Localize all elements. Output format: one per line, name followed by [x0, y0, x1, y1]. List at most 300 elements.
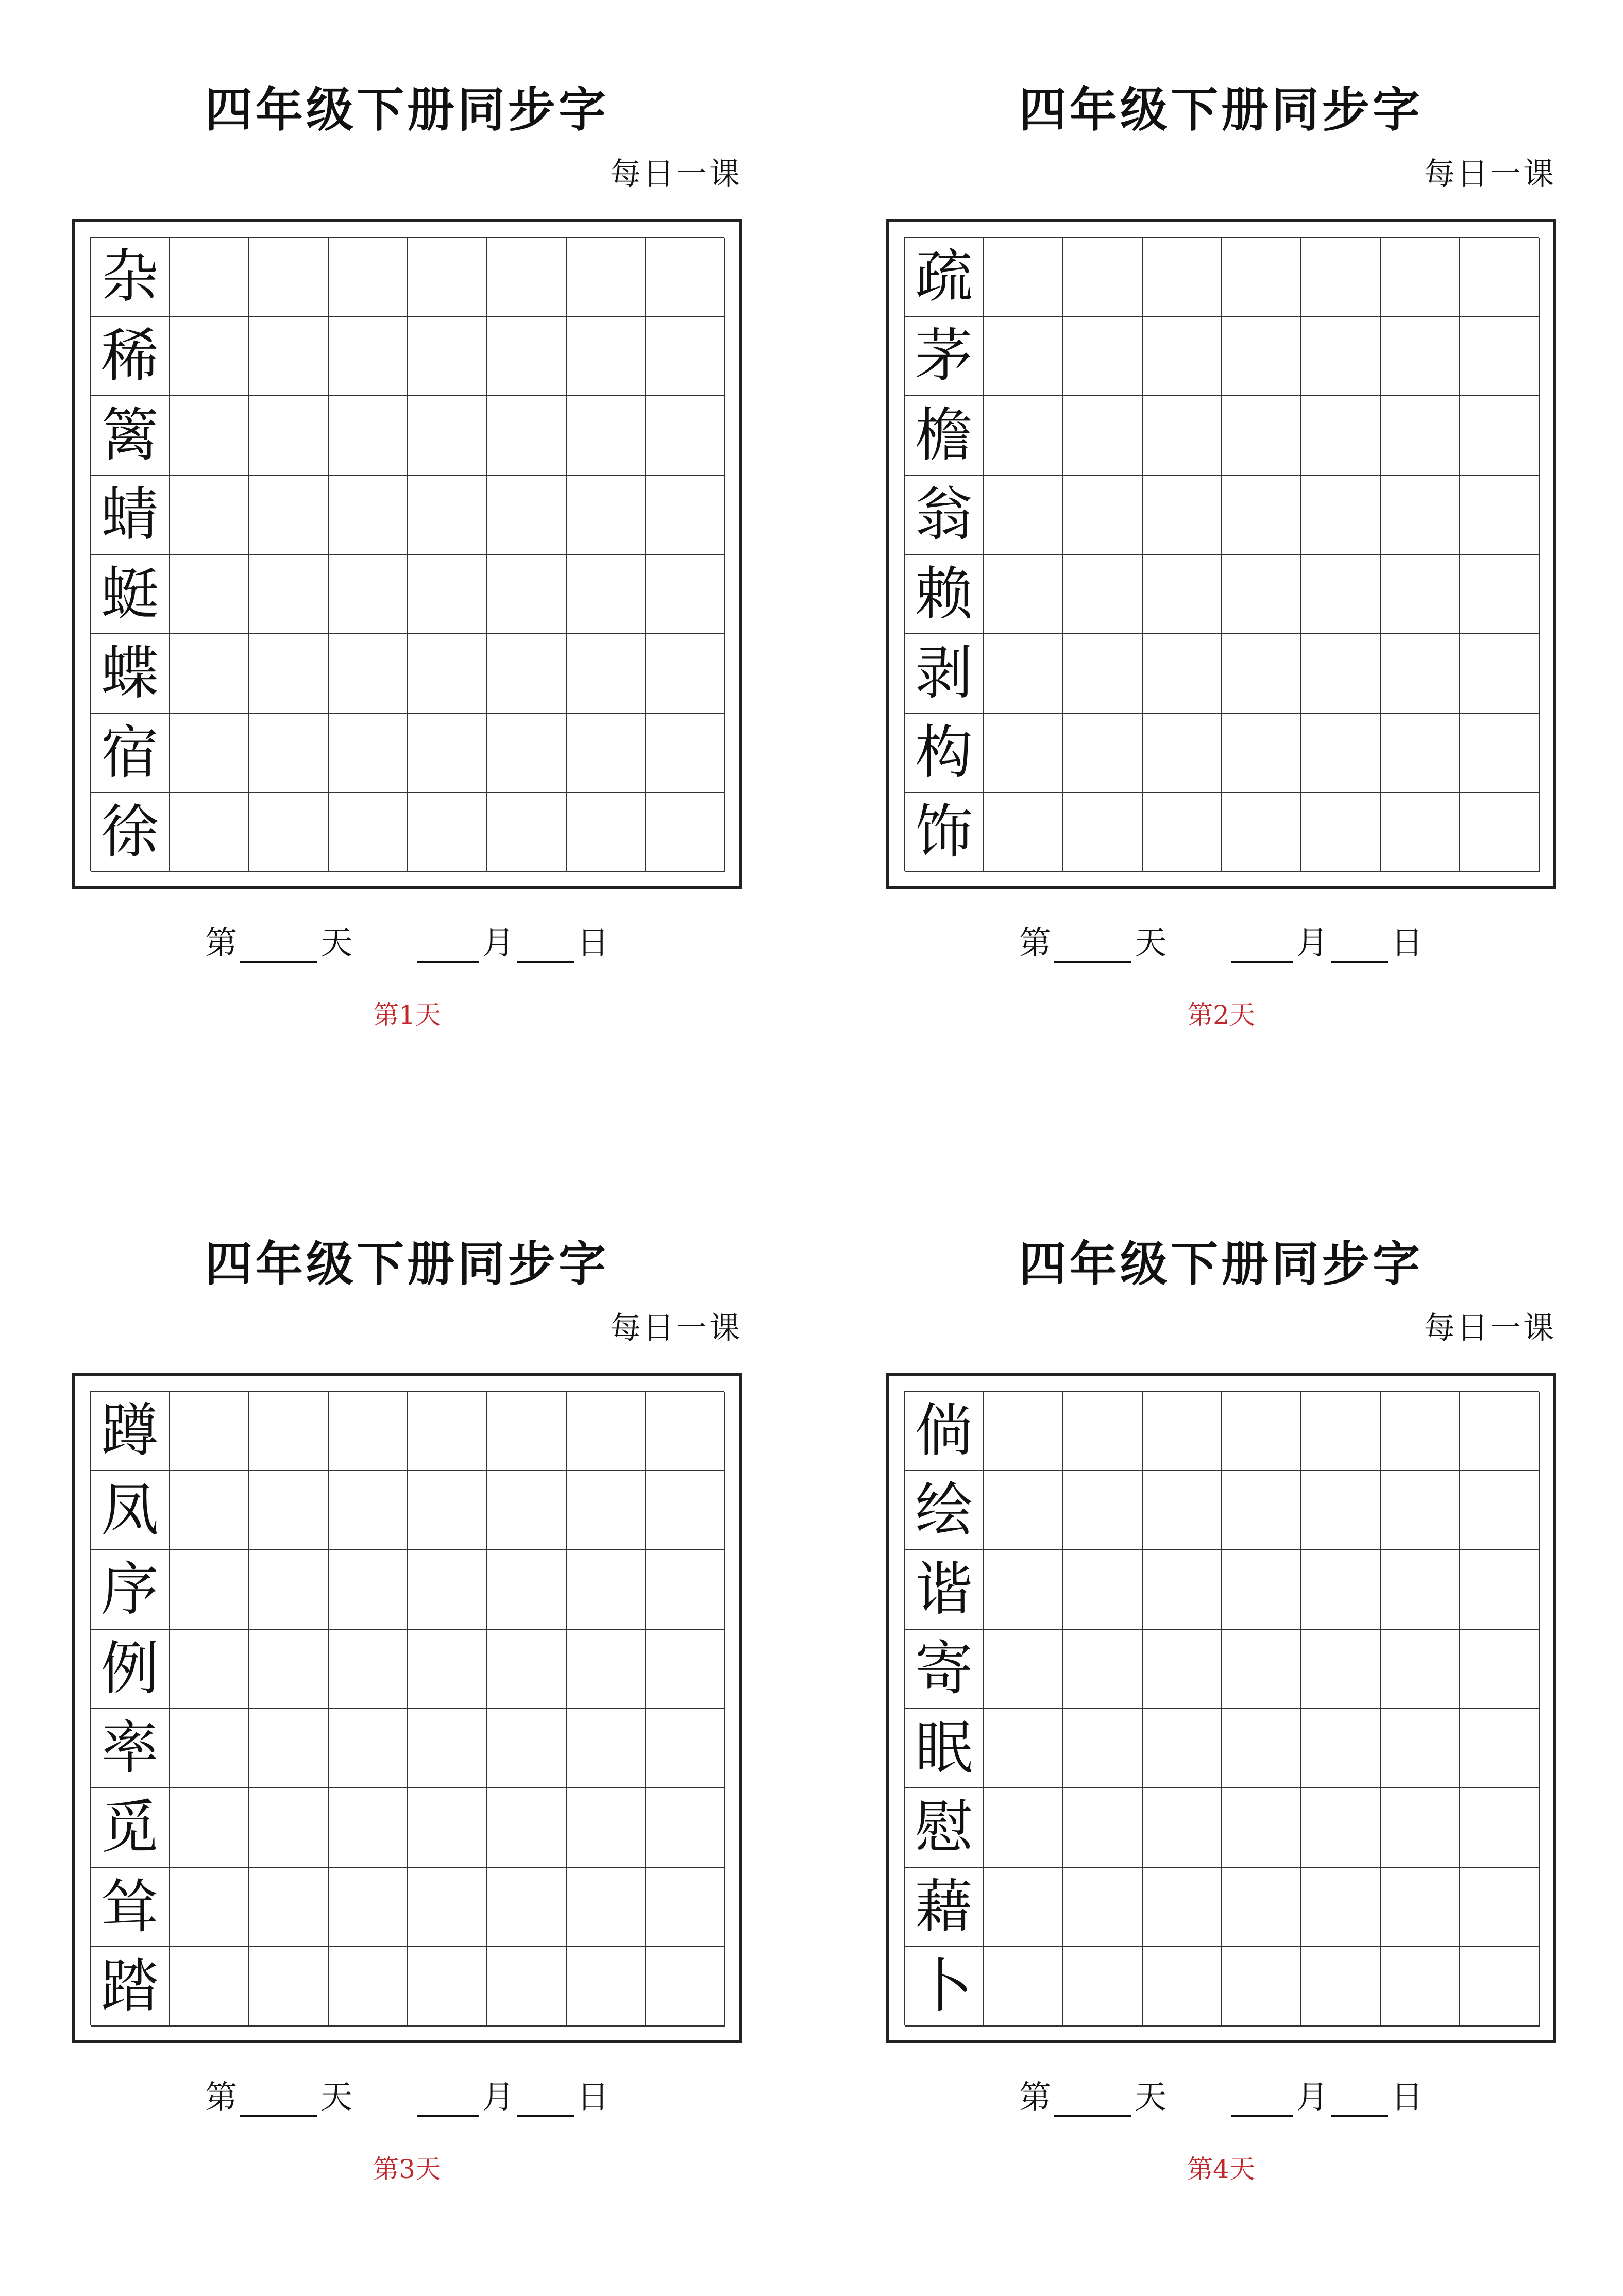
practice-cell	[329, 396, 408, 476]
practice-cell	[170, 1788, 249, 1868]
practice-cell	[170, 1709, 249, 1788]
practice-cell	[1143, 634, 1222, 714]
practice-cell	[1460, 1709, 1540, 1788]
practice-cell	[329, 238, 408, 317]
model-character: 绘	[905, 1471, 984, 1550]
practice-cell	[646, 396, 725, 476]
worksheet-title: 四年级下册同步字	[1019, 82, 1423, 138]
practice-cell	[1222, 793, 1301, 872]
date-ri-label: 日	[1391, 924, 1424, 961]
worksheet-3	[72, 1226, 742, 2184]
practice-cell	[170, 1630, 249, 1709]
practice-cell	[1381, 714, 1460, 793]
practice-cell	[487, 1868, 567, 1947]
practice-cell	[646, 238, 725, 317]
practice-cell	[1460, 396, 1540, 476]
practice-cell	[1460, 1868, 1540, 1947]
day-label: 第1天	[373, 1000, 441, 1030]
worksheet-2	[886, 72, 1556, 1030]
model-character: 蜻	[91, 476, 170, 555]
practice-cell	[1143, 396, 1222, 476]
model-character: 稀	[91, 317, 170, 396]
practice-cell	[1143, 714, 1222, 793]
model-character: 构	[905, 714, 984, 793]
practice-cell	[1222, 634, 1301, 714]
worksheet-subtitle: 每日一课	[1424, 1310, 1556, 1346]
practice-cell	[408, 714, 487, 793]
practice-cell	[1460, 634, 1540, 714]
practice-cell	[249, 1630, 329, 1709]
practice-cell	[1222, 1947, 1301, 2027]
practice-cell	[1143, 238, 1222, 317]
month-blank	[417, 2084, 479, 2117]
date-tian-label: 天	[320, 924, 352, 961]
practice-cell	[170, 1550, 249, 1630]
practice-cell	[1460, 1392, 1540, 1471]
practice-cell	[1301, 396, 1381, 476]
practice-cell	[1063, 317, 1143, 396]
practice-cell	[1222, 555, 1301, 634]
day-label: 第4天	[1187, 2154, 1255, 2184]
practice-cell	[1381, 476, 1460, 555]
practice-cell	[1222, 476, 1301, 555]
practice-cell	[1143, 1630, 1222, 1709]
practice-cell	[646, 634, 725, 714]
model-character: 耸	[91, 1868, 170, 1947]
practice-cell	[408, 317, 487, 396]
date-di-label: 第	[1019, 924, 1051, 961]
practice-cell	[1222, 1630, 1301, 1709]
practice-cell	[1063, 1709, 1143, 1788]
practice-cell	[170, 476, 249, 555]
model-character: 觅	[91, 1788, 170, 1868]
practice-cell	[408, 1788, 487, 1868]
practice-cell	[170, 555, 249, 634]
date-line	[886, 917, 1556, 963]
practice-cell	[984, 1550, 1063, 1630]
practice-cell	[1381, 1550, 1460, 1630]
practice-cell	[1063, 1947, 1143, 2027]
day-blank	[517, 2084, 574, 2117]
model-character: 宿	[91, 714, 170, 793]
model-character: 徐	[91, 793, 170, 872]
date-ri-label: 日	[577, 2078, 610, 2116]
model-character: 蜓	[91, 555, 170, 634]
practice-cell	[1460, 1471, 1540, 1550]
day-label: 第2天	[1187, 1000, 1255, 1030]
practice-cell	[329, 476, 408, 555]
practice-cell	[1381, 238, 1460, 317]
practice-cell	[1063, 634, 1143, 714]
model-character: 篱	[91, 396, 170, 476]
practice-cell	[1222, 317, 1301, 396]
practice-cell	[249, 1471, 329, 1550]
practice-cell	[1460, 1630, 1540, 1709]
practice-cell	[170, 1868, 249, 1947]
practice-cell	[1063, 1471, 1143, 1550]
worksheet-subtitle: 每日一课	[610, 1310, 742, 1346]
model-character: 饰	[905, 793, 984, 872]
practice-cell	[408, 1550, 487, 1630]
practice-cell	[984, 555, 1063, 634]
practice-cell	[1063, 476, 1143, 555]
practice-cell	[1143, 1471, 1222, 1550]
practice-cell	[329, 1630, 408, 1709]
date-yue-label: 月	[482, 924, 515, 961]
date-yue-label: 月	[482, 2078, 515, 2116]
model-character: 率	[91, 1709, 170, 1788]
model-character: 蝶	[91, 634, 170, 714]
practice-cell	[487, 1471, 567, 1550]
practice-cell	[170, 317, 249, 396]
practice-cell	[646, 476, 725, 555]
practice-cell	[984, 1868, 1063, 1947]
practice-cell	[1143, 1709, 1222, 1788]
practice-cell	[646, 317, 725, 396]
practice-grid	[904, 237, 1539, 871]
practice-frame	[72, 219, 742, 889]
practice-cell	[1063, 1550, 1143, 1630]
practice-cell	[1460, 793, 1540, 872]
date-tian-label: 天	[1134, 2078, 1166, 2116]
practice-cell	[1381, 1630, 1460, 1709]
practice-cell	[249, 1947, 329, 2027]
practice-cell	[329, 1471, 408, 1550]
practice-cell	[487, 476, 567, 555]
model-character: 倘	[905, 1392, 984, 1471]
practice-cell	[567, 1868, 646, 1947]
practice-cell	[1460, 1788, 1540, 1868]
model-character: 赖	[905, 555, 984, 634]
practice-cell	[567, 476, 646, 555]
practice-cell	[170, 1471, 249, 1550]
practice-cell	[984, 238, 1063, 317]
practice-cell	[1222, 1868, 1301, 1947]
model-character: 例	[91, 1630, 170, 1709]
date-line	[886, 2071, 1556, 2117]
practice-cell	[1222, 238, 1301, 317]
practice-cell	[1143, 317, 1222, 396]
practice-cell	[984, 1788, 1063, 1868]
practice-cell	[984, 1630, 1063, 1709]
model-character: 踏	[91, 1947, 170, 2027]
practice-cell	[249, 1868, 329, 1947]
practice-cell	[646, 793, 725, 872]
practice-cell	[487, 1709, 567, 1788]
practice-cell	[1301, 476, 1381, 555]
practice-cell	[1143, 1788, 1222, 1868]
practice-cell	[567, 555, 646, 634]
practice-cell	[249, 238, 329, 317]
practice-cell	[567, 1947, 646, 2027]
practice-cell	[170, 238, 249, 317]
practice-cell	[1301, 793, 1381, 872]
date-line	[72, 2071, 742, 2117]
practice-cell	[408, 1709, 487, 1788]
practice-cell	[567, 1392, 646, 1471]
practice-cell	[567, 396, 646, 476]
practice-cell	[487, 238, 567, 317]
practice-cell	[408, 793, 487, 872]
model-character: 序	[91, 1550, 170, 1630]
practice-cell	[329, 1947, 408, 2027]
practice-cell	[249, 714, 329, 793]
practice-cell	[646, 555, 725, 634]
practice-cell	[487, 1630, 567, 1709]
practice-cell	[170, 634, 249, 714]
practice-cell	[1222, 1788, 1301, 1868]
practice-cell	[1143, 555, 1222, 634]
practice-cell	[249, 317, 329, 396]
practice-cell	[1460, 476, 1540, 555]
practice-cell	[1063, 714, 1143, 793]
date-line	[72, 917, 742, 963]
practice-cell	[646, 1550, 725, 1630]
practice-cell	[487, 1788, 567, 1868]
practice-cell	[1063, 1788, 1143, 1868]
worksheet-title: 四年级下册同步字	[205, 82, 609, 138]
practice-cell	[1381, 1868, 1460, 1947]
practice-cell	[567, 1550, 646, 1630]
practice-cell	[1222, 714, 1301, 793]
practice-cell	[984, 1709, 1063, 1788]
practice-cell	[984, 1392, 1063, 1471]
practice-cell	[1460, 317, 1540, 396]
practice-cell	[1381, 396, 1460, 476]
practice-cell	[408, 555, 487, 634]
practice-cell	[1301, 634, 1381, 714]
practice-cell	[329, 555, 408, 634]
model-character: 疏	[905, 238, 984, 317]
practice-cell	[487, 793, 567, 872]
practice-cell	[249, 396, 329, 476]
practice-cell	[487, 396, 567, 476]
model-character: 蹲	[91, 1392, 170, 1471]
practice-grid	[904, 1391, 1539, 2025]
practice-cell	[487, 1392, 567, 1471]
day-number-blank	[240, 930, 317, 963]
practice-cell	[249, 793, 329, 872]
practice-cell	[1063, 1868, 1143, 1947]
practice-cell	[567, 714, 646, 793]
practice-cell	[1143, 1947, 1222, 2027]
practice-cell	[1381, 555, 1460, 634]
practice-cell	[249, 634, 329, 714]
practice-cell	[1301, 555, 1381, 634]
model-character: 寄	[905, 1630, 984, 1709]
practice-cell	[329, 714, 408, 793]
practice-cell	[329, 793, 408, 872]
practice-cell	[1301, 1550, 1381, 1630]
practice-cell	[1301, 714, 1381, 793]
practice-cell	[329, 634, 408, 714]
practice-cell	[170, 714, 249, 793]
practice-cell	[249, 555, 329, 634]
date-tian-label: 天	[1134, 924, 1166, 961]
month-blank	[1231, 930, 1293, 963]
practice-cell	[1381, 1392, 1460, 1471]
practice-cell	[1222, 1392, 1301, 1471]
practice-cell	[1381, 1709, 1460, 1788]
practice-frame	[886, 1373, 1556, 2043]
practice-cell	[1301, 1947, 1381, 2027]
practice-cell	[249, 1709, 329, 1788]
practice-cell	[567, 1709, 646, 1788]
date-tian-label: 天	[320, 2078, 352, 2116]
practice-cell	[249, 1788, 329, 1868]
worksheet-4	[886, 1226, 1556, 2184]
model-character: 眠	[905, 1709, 984, 1788]
model-character: 藉	[905, 1868, 984, 1947]
model-character: 慰	[905, 1788, 984, 1868]
practice-cell	[487, 1550, 567, 1630]
worksheet-title: 四年级下册同步字	[1019, 1236, 1423, 1292]
practice-cell	[984, 714, 1063, 793]
practice-cell	[1143, 793, 1222, 872]
month-blank	[417, 930, 479, 963]
month-blank	[1231, 2084, 1293, 2117]
practice-cell	[170, 1947, 249, 2027]
day-label: 第3天	[373, 2154, 441, 2184]
practice-cell	[487, 1947, 567, 2027]
practice-cell	[1301, 238, 1381, 317]
practice-cell	[1460, 1947, 1540, 2027]
practice-cell	[646, 1471, 725, 1550]
date-di-label: 第	[1019, 2078, 1051, 2116]
model-character: 凤	[91, 1471, 170, 1550]
practice-cell	[984, 317, 1063, 396]
practice-cell	[408, 1392, 487, 1471]
practice-cell	[1143, 1868, 1222, 1947]
practice-cell	[1460, 555, 1540, 634]
practice-frame	[72, 1373, 742, 2043]
practice-cell	[487, 634, 567, 714]
practice-cell	[646, 1788, 725, 1868]
practice-cell	[1063, 793, 1143, 872]
practice-cell	[487, 714, 567, 793]
practice-cell	[1460, 238, 1540, 317]
practice-cell	[567, 238, 646, 317]
practice-cell	[1381, 317, 1460, 396]
date-di-label: 第	[205, 924, 237, 961]
model-character: 剥	[905, 634, 984, 714]
practice-cell	[646, 714, 725, 793]
practice-cell	[1301, 1788, 1381, 1868]
date-di-label: 第	[205, 2078, 237, 2116]
day-blank	[517, 930, 574, 963]
practice-cell	[1143, 1392, 1222, 1471]
model-character: 杂	[91, 238, 170, 317]
practice-cell	[1301, 1471, 1381, 1550]
practice-cell	[329, 1788, 408, 1868]
practice-cell	[646, 1630, 725, 1709]
day-number-blank	[240, 2084, 317, 2117]
practice-cell	[329, 1550, 408, 1630]
practice-cell	[1063, 555, 1143, 634]
practice-cell	[408, 1947, 487, 2027]
practice-cell	[487, 317, 567, 396]
practice-cell	[646, 1868, 725, 1947]
practice-cell	[984, 793, 1063, 872]
practice-cell	[329, 1392, 408, 1471]
practice-cell	[249, 476, 329, 555]
practice-cell	[1301, 1392, 1381, 1471]
day-blank	[1331, 930, 1388, 963]
day-number-blank	[1054, 2084, 1131, 2117]
practice-cell	[1381, 634, 1460, 714]
model-character: 卜	[905, 1947, 984, 2027]
practice-cell	[249, 1392, 329, 1471]
practice-cell	[1301, 1630, 1381, 1709]
practice-cell	[646, 1947, 725, 2027]
model-character: 翁	[905, 476, 984, 555]
practice-cell	[567, 793, 646, 872]
model-character: 谐	[905, 1550, 984, 1630]
practice-cell	[567, 634, 646, 714]
practice-cell	[984, 1471, 1063, 1550]
practice-cell	[567, 1788, 646, 1868]
practice-cell	[408, 238, 487, 317]
practice-cell	[1063, 396, 1143, 476]
practice-cell	[1381, 1471, 1460, 1550]
practice-cell	[984, 634, 1063, 714]
date-ri-label: 日	[577, 924, 610, 961]
practice-cell	[1460, 1550, 1540, 1630]
practice-cell	[408, 1471, 487, 1550]
practice-cell	[408, 634, 487, 714]
date-ri-label: 日	[1391, 2078, 1424, 2116]
date-yue-label: 月	[1296, 924, 1329, 961]
practice-grid	[90, 1391, 724, 2025]
practice-cell	[1381, 793, 1460, 872]
day-blank	[1331, 2084, 1388, 2117]
model-character: 茅	[905, 317, 984, 396]
date-yue-label: 月	[1296, 2078, 1329, 2116]
day-number-blank	[1054, 930, 1131, 963]
practice-cell	[1301, 317, 1381, 396]
practice-cell	[170, 1392, 249, 1471]
practice-cell	[567, 1471, 646, 1550]
practice-cell	[1301, 1709, 1381, 1788]
practice-frame	[886, 219, 1556, 889]
practice-cell	[408, 396, 487, 476]
practice-cell	[1063, 238, 1143, 317]
practice-cell	[1222, 1709, 1301, 1788]
practice-cell	[1063, 1630, 1143, 1709]
practice-cell	[1222, 396, 1301, 476]
practice-cell	[1381, 1947, 1460, 2027]
practice-cell	[1222, 1471, 1301, 1550]
practice-cell	[329, 1709, 408, 1788]
practice-cell	[646, 1392, 725, 1471]
practice-cell	[487, 555, 567, 634]
practice-cell	[567, 1630, 646, 1709]
worksheet-title: 四年级下册同步字	[205, 1236, 609, 1292]
practice-cell	[329, 1868, 408, 1947]
practice-cell	[567, 317, 646, 396]
practice-cell	[1460, 714, 1540, 793]
practice-cell	[170, 396, 249, 476]
practice-cell	[1063, 1392, 1143, 1471]
practice-cell	[1143, 1550, 1222, 1630]
practice-cell	[1222, 1550, 1301, 1630]
practice-cell	[408, 1868, 487, 1947]
practice-cell	[1143, 476, 1222, 555]
practice-cell	[984, 1947, 1063, 2027]
worksheet-subtitle: 每日一课	[610, 156, 742, 192]
practice-cell	[984, 396, 1063, 476]
practice-cell	[329, 317, 408, 396]
